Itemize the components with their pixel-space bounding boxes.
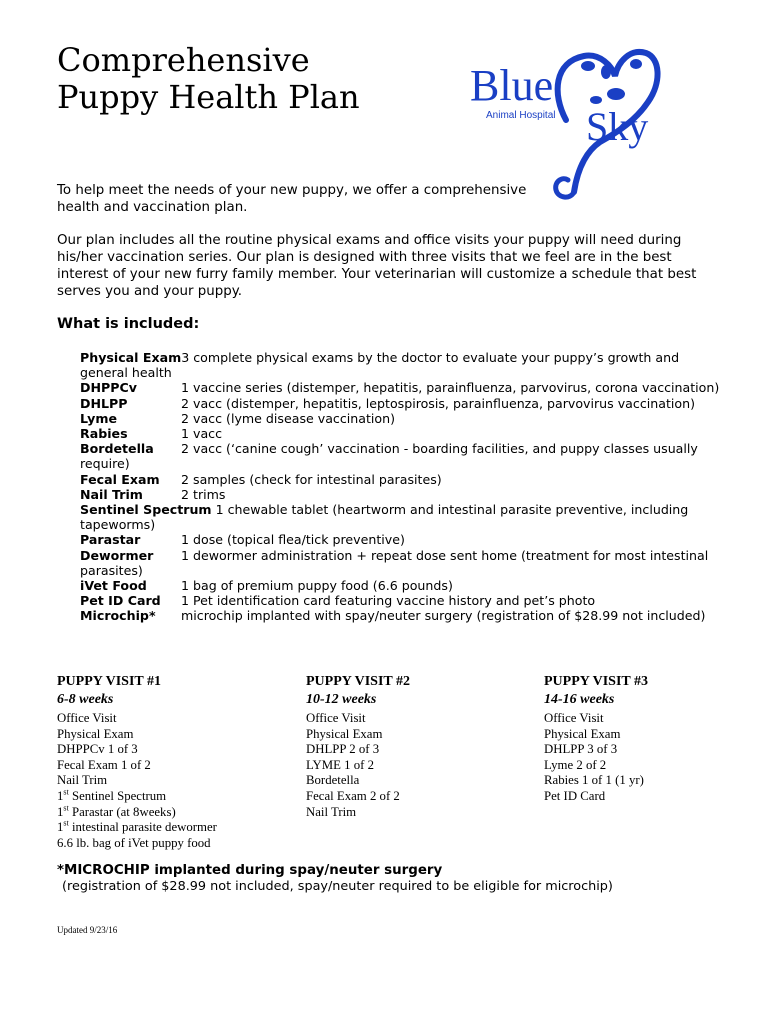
puppy-visit-1 [57, 673, 217, 851]
visit-item-text: Fecal Exam 1 of 2 [57, 757, 151, 772]
visit-item [57, 789, 217, 805]
visit-item-text: DHLPP 2 of 3 [306, 742, 380, 757]
visit-item [306, 773, 410, 789]
included-item [80, 350, 720, 380]
visit-age: 10-12 weeks [306, 692, 377, 707]
included-item [80, 487, 720, 502]
logo-tail-swirl [556, 179, 574, 197]
logo-word-blue: Blue [470, 61, 554, 110]
included-item-name: Dewormer [80, 547, 154, 563]
puppy-visit-3 [544, 673, 648, 805]
visit-item-text: Fecal Exam 2 of 2 [306, 788, 400, 803]
visit-item [544, 773, 648, 789]
visit-item-text: intestinal parasite dewormer [68, 820, 217, 835]
included-item-desc: 2 vacc (distemper, hepatitis, leptospirosis, parainfluenza, parvovirus vaccination) [181, 395, 695, 411]
visit-item-ordinal-suffix: st [63, 818, 69, 828]
visit-item-text: Physical Exam [544, 726, 621, 741]
included-item [80, 426, 720, 441]
included-item-desc: 2 trims [181, 486, 226, 502]
included-item-desc: 3 complete physical exams by the doctor to evaluate your puppy’s growth and general health [80, 350, 680, 381]
visit-item [544, 727, 648, 743]
visit-age: 6-8 weeks [57, 692, 114, 707]
visit-item [57, 820, 217, 836]
logo-subtitle: Animal Hospital [486, 110, 556, 121]
title-line-1: Comprehensive [57, 41, 310, 79]
page-title [57, 42, 360, 116]
included-heading: What is included: [57, 316, 200, 332]
visit-item [57, 836, 217, 852]
included-item-desc: 1 dose (topical flea/tick preventive) [181, 532, 405, 548]
included-item [80, 502, 720, 532]
visit-item-text: DHLPP 3 of 3 [544, 742, 618, 757]
visit-item [306, 758, 410, 774]
visit-item-text: LYME 1 of 2 [306, 757, 375, 772]
visit-item [306, 711, 410, 727]
visit-item-text: Lyme 2 of 2 [544, 757, 607, 772]
visit-item-ordinal: 1 [57, 820, 64, 835]
included-item-desc: 1 dewormer administration + repeat dose sent home (treatment for most intestinal parasites) [80, 547, 709, 578]
visit-item [544, 742, 648, 758]
included-item-desc: microchip implanted with spay/neuter surgery (registration of $28.99 not included) [181, 608, 706, 624]
visit-item [306, 727, 410, 743]
visit-item-text: Pet ID Card [544, 788, 606, 803]
included-item-desc: 2 samples (check for intestinal parasites) [181, 471, 442, 487]
visit-item-text: Office Visit [306, 711, 366, 725]
plan-paragraph: Our plan includes all the routine physical exams and office visits your puppy will need during his/her vaccination series. Our plan is designed with three visits that we feel are in the best interest of your new furry family member. Your veterinarian will customize a schedule that best serves you and your puppy. [57, 233, 697, 299]
visit-item-text: Parastar (at 8weeks) [68, 804, 176, 819]
visit-item [306, 805, 410, 821]
included-item-desc: 1 Pet identification card featuring vaccine history and pet’s photo [181, 593, 596, 609]
included-item-name: Sentinel Spectrum [80, 502, 212, 518]
included-item-name: DHLPP [80, 395, 128, 411]
included-item [80, 380, 720, 395]
included-item [80, 411, 720, 426]
included-item-desc: 2 vacc (lyme disease vaccination) [181, 410, 396, 426]
included-item [80, 472, 720, 487]
visit-heading: PUPPY VISIT #3 [544, 674, 648, 689]
included-item [80, 441, 720, 471]
visit-item [544, 789, 648, 805]
visit-item-text: 6.6 lb. bag of iVet puppy food [57, 835, 211, 850]
microchip-heading: *MICROCHIP implanted during spay/neuter surgery [57, 863, 443, 878]
included-item-desc: 1 vaccine series (distemper, hepatitis, parainfluenza, parvovirus, corona vaccination) [181, 380, 720, 396]
included-item-name: Physical Exam [80, 350, 182, 365]
visit-item-text: Sentinel Spectrum [68, 788, 167, 803]
blue-sky-logo [466, 42, 661, 200]
included-item-desc: 1 bag of premium puppy food (6.6 pounds) [181, 578, 453, 594]
updated-date: Updated 9/23/16 [57, 925, 118, 935]
microchip-note: (registration of $28.99 not included, spay/neuter required to be eligible for microchip) [62, 879, 613, 894]
visit-item [306, 789, 410, 805]
visit-item-text: Bordetella [306, 773, 360, 788]
included-item-name: Pet ID Card [80, 593, 161, 609]
included-item-desc: 1 vacc [181, 426, 223, 442]
included-item-name: Parastar [80, 532, 141, 548]
intro-paragraph: To help meet the needs of your new puppy, we offer a comprehensive health and vaccination plan. [57, 183, 527, 215]
included-item-name: Rabies [80, 426, 128, 442]
included-item-name: Fecal Exam [80, 471, 160, 487]
visit-item-text: Physical Exam [306, 726, 383, 741]
logo-word-sky: Sky [586, 104, 649, 149]
visit-item-text: Nail Trim [57, 773, 108, 788]
visit-heading: PUPPY VISIT #2 [306, 674, 410, 689]
visit-item-text: Nail Trim [306, 804, 357, 819]
visit-item-text: DHPPCv 1 of 3 [57, 742, 138, 757]
visit-item-ordinal: 1 [57, 804, 64, 819]
visit-item-text: Office Visit [57, 711, 117, 725]
included-item-name: DHPPCv [80, 380, 137, 396]
visit-item [544, 758, 648, 774]
visit-item [544, 711, 648, 727]
visit-item-text: Rabies 1 of 1 (1 yr) [544, 773, 644, 788]
included-item-name: iVet Food [80, 578, 147, 594]
visit-heading: PUPPY VISIT #1 [57, 674, 161, 689]
included-item-name: Lyme [80, 410, 118, 426]
included-item [80, 608, 720, 623]
visit-item [57, 742, 217, 758]
included-item [80, 578, 720, 593]
visit-item-ordinal: 1 [57, 788, 64, 803]
included-item [80, 532, 720, 547]
visit-item [57, 727, 217, 743]
puppy-visit-2 [306, 673, 410, 820]
visit-item [306, 742, 410, 758]
visit-age: 14-16 weeks [544, 692, 615, 707]
visit-item [57, 758, 217, 774]
included-item-desc: 1 chewable tablet (heartworm and intestinal parasite preventive, including tapeworms) [80, 502, 689, 533]
visit-item [57, 805, 217, 821]
included-item [80, 548, 720, 578]
visit-item-ordinal-suffix: st [63, 803, 69, 813]
visit-item [57, 773, 217, 789]
visit-item [57, 711, 217, 727]
visit-item-text: Physical Exam [57, 726, 134, 741]
visit-item-ordinal-suffix: st [63, 787, 69, 797]
title-line-2: Puppy Health Plan [57, 78, 360, 116]
included-list [80, 350, 720, 624]
visit-item-text: Office Visit [544, 711, 604, 725]
included-item [80, 593, 720, 608]
included-item-name: Microchip* [80, 608, 156, 624]
included-item-desc: 2 vacc (‘canine cough’ vaccination - boarding facilities, and puppy classes usually require) [80, 441, 698, 472]
included-item-name: Bordetella [80, 441, 154, 457]
included-item-name: Nail Trim [80, 486, 143, 502]
included-item [80, 396, 720, 411]
